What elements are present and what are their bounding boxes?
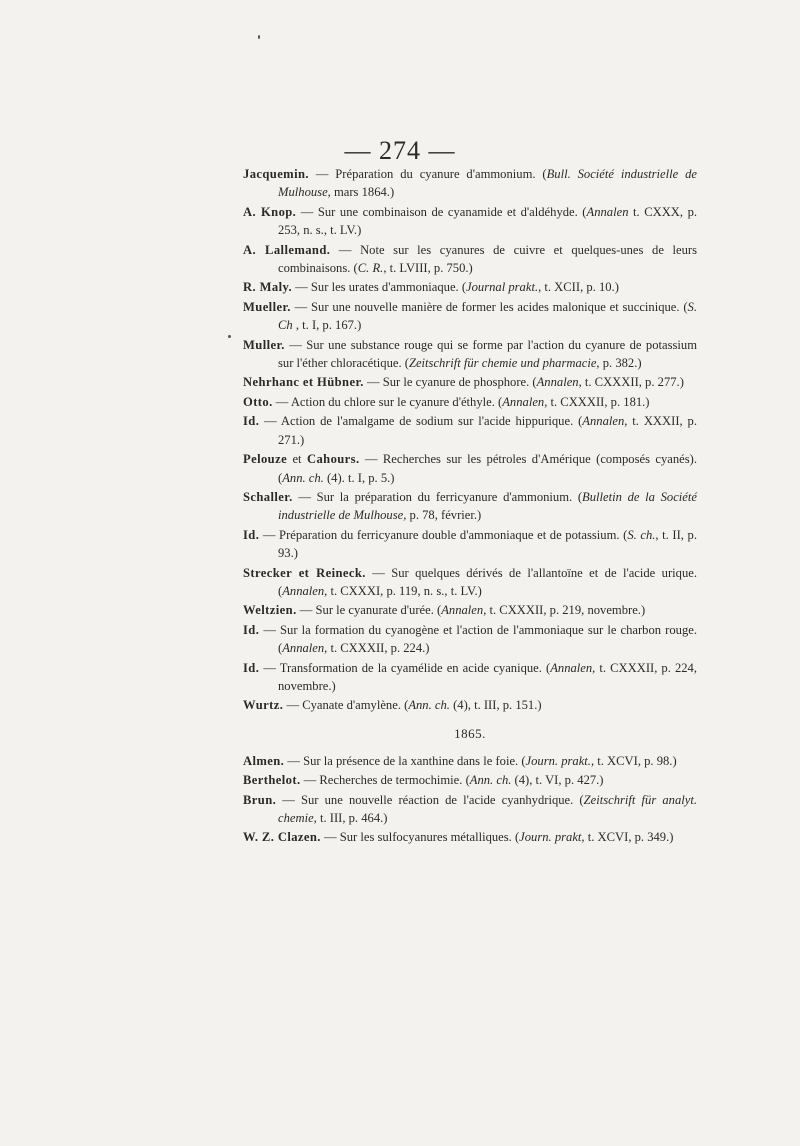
bibliography-entry bbox=[243, 828, 697, 846]
entry-text: mars 1864.) bbox=[330, 185, 395, 200]
bibliography-entry bbox=[243, 564, 697, 601]
entry-journal: Ann. ch. bbox=[469, 773, 512, 788]
entry-author: Id. bbox=[243, 414, 260, 429]
entry-text: — Sur la formation du cyanogène et l'action de l'ammoniaque sur le charbon rouge. ( bbox=[259, 622, 697, 656]
entry-journal: Bull. Société industrielle de Mulhouse, bbox=[278, 167, 697, 200]
ink-speck bbox=[228, 335, 231, 338]
entry-author: R. Maly. bbox=[243, 280, 293, 295]
bibliography-entry bbox=[243, 241, 697, 278]
entry-text: t. III, p. 464.) bbox=[316, 811, 388, 825]
bibliography-entry bbox=[243, 393, 697, 411]
entry-journal: Ann. ch. bbox=[408, 698, 450, 713]
entry-text: — Sur les urates d'ammoniaque. ( bbox=[292, 280, 467, 295]
entry-author: Cahours. bbox=[306, 452, 360, 467]
entry-journal: C. R. bbox=[357, 261, 384, 276]
entry-text: — Recherches de termochimie. ( bbox=[300, 773, 470, 788]
entry-text: — Sur la présence de la xanthine dans le foie. ( bbox=[284, 753, 526, 768]
entry-text: (4). t. I, p. 5.) bbox=[323, 470, 395, 485]
bibliography-entry bbox=[243, 165, 697, 202]
entry-author: Id. bbox=[243, 660, 260, 675]
entry-author: A. Lallemand. bbox=[243, 242, 331, 257]
bibliography-entry bbox=[243, 752, 697, 770]
ink-speck bbox=[258, 35, 260, 39]
entry-text: , t. II, p. 93.) bbox=[278, 527, 698, 561]
entry-text: p. 78, février.) bbox=[406, 508, 482, 523]
entry-author: A. Knop. bbox=[243, 204, 297, 219]
entry-journal: Annalen, bbox=[582, 414, 628, 429]
entry-text: t. XCVI, p. 98.) bbox=[594, 753, 677, 768]
entry-text: — Sur une nouvelle réaction de l'acide cyanhydrique. ( bbox=[276, 792, 584, 807]
entry-author: Schaller. bbox=[243, 489, 293, 504]
bibliography-entry bbox=[243, 298, 697, 335]
entry-author: Otto. bbox=[243, 394, 273, 409]
entry-text: — Note sur les cyanures de cuivre et quelques-unes de leurs combinaisons. ( bbox=[278, 242, 697, 276]
entry-text: — Sur une nouvelle manière de former les acides malonique et succinique. ( bbox=[290, 299, 688, 314]
bibliography-entry bbox=[243, 336, 697, 373]
entry-author: Muller. bbox=[243, 337, 285, 352]
entry-journal: Annalen, bbox=[282, 641, 328, 656]
entry-journal: Annalen, bbox=[502, 394, 548, 409]
entry-text: — Sur une combinaison de cyanamide et d'aldéhyde. ( bbox=[296, 204, 587, 219]
bibliography-entry bbox=[243, 771, 697, 789]
entry-text: — Cyanate d'amylène. ( bbox=[283, 698, 409, 713]
bibliography-column bbox=[243, 165, 697, 847]
bibliography-entry bbox=[243, 278, 697, 296]
entry-author: W. Z. Clazen. bbox=[243, 830, 321, 845]
entry-text: t. CXXXII, p. 224.) bbox=[327, 641, 430, 656]
entry-author: Jacquemin. bbox=[243, 167, 309, 181]
entry-text: (4), t. VI, p. 427.) bbox=[511, 773, 604, 788]
entry-journal: S. ch. bbox=[627, 527, 656, 542]
entry-author: Mueller. bbox=[243, 299, 291, 314]
entry-author: Almen. bbox=[243, 753, 285, 768]
entry-text: t. CXXXII, p. 224, novembre.) bbox=[278, 660, 697, 693]
entry-text: — Sur le cyanurate d'urée. ( bbox=[296, 603, 442, 618]
entry-text: et bbox=[287, 452, 307, 467]
entry-author: Pelouze bbox=[243, 452, 288, 467]
entry-text: t. XXXII, p. 271.) bbox=[278, 414, 697, 447]
entry-text: t. CXXX, p. 253, n. s., t. LV.) bbox=[278, 204, 698, 238]
entry-text: — Recherches sur les pétroles d'Amérique (composés cyanés). ( bbox=[278, 452, 697, 485]
bibliography-entry bbox=[243, 621, 697, 658]
entry-author: Strecker et Reineck. bbox=[243, 565, 366, 580]
entry-text: t. XCVI, p. 349.) bbox=[584, 830, 674, 845]
entry-text: — Préparation du ferricyanure double d'ammoniaque et de potassium. ( bbox=[259, 527, 628, 542]
bibliography-entry bbox=[243, 412, 697, 449]
entry-journal: Zeitschrift für analyt. chemie, bbox=[278, 792, 697, 825]
entry-author: Weltzien. bbox=[243, 603, 297, 618]
bibliography-entry bbox=[243, 526, 697, 563]
entry-text: — Action du chlore sur le cyanure d'éthyle. ( bbox=[272, 394, 503, 409]
page-number: — 274 — bbox=[344, 136, 456, 165]
bibliography-entry bbox=[243, 488, 697, 525]
entry-journal: Annalen bbox=[536, 375, 579, 390]
entry-text: p. 382.) bbox=[599, 356, 642, 371]
entry-text: — Sur une substance rouge qui se forme par l'action du cyanure de potassium sur l'éther chloracétique. ( bbox=[278, 337, 697, 371]
entry-author: Wurtz. bbox=[243, 698, 284, 713]
entry-author: Id. bbox=[243, 527, 260, 542]
bibliography-entry bbox=[243, 696, 697, 714]
entry-journal: Journal prakt. bbox=[466, 280, 539, 295]
entry-journal: Annalen bbox=[586, 204, 629, 219]
bibliography-list-1864 bbox=[243, 165, 697, 715]
entry-text: — Transformation de la cyamélide en acide cyanique. ( bbox=[259, 660, 551, 675]
entry-journal: Journ. prakt, bbox=[519, 830, 585, 845]
entry-text: — Sur la préparation du ferricyanure d'ammonium. ( bbox=[292, 489, 583, 504]
entry-author: Id. bbox=[243, 622, 260, 637]
entry-journal: S. Ch bbox=[278, 299, 697, 333]
bibliography-entry bbox=[243, 791, 697, 828]
bibliography-list-1865 bbox=[243, 752, 697, 847]
bibliography-entry bbox=[243, 203, 697, 240]
entry-text: — Action de l'amalgame de sodium sur l'acide hippurique. ( bbox=[259, 414, 583, 429]
entry-journal: Bulletin de la Société industrielle de Mulhouse, bbox=[278, 489, 697, 523]
entry-text: t. CXXXI, p. 119, n. s., t. LV.) bbox=[327, 583, 482, 598]
entry-author: Nehrhanc et Hübner. bbox=[243, 375, 364, 390]
entry-author: Berthelot. bbox=[243, 773, 301, 788]
entry-text: t. CXXXII, p. 219, novembre.) bbox=[486, 603, 646, 618]
entry-text: — Sur quelques dérivés de l'allantoïne et de l'acide urique. ( bbox=[278, 565, 697, 598]
entry-text: t. CXXXII, p. 181.) bbox=[547, 394, 650, 409]
entry-text: , t. XCII, p. 10.) bbox=[538, 280, 619, 295]
entry-journal: Annalen, bbox=[441, 603, 487, 618]
entry-journal: Annalen, bbox=[282, 583, 328, 598]
bibliography-entry bbox=[243, 373, 697, 391]
entry-text: (4), t. III, p. 151.) bbox=[449, 698, 542, 713]
year-heading: 1865. bbox=[454, 725, 486, 741]
entry-text: , t. LVIII, p. 750.) bbox=[383, 261, 473, 276]
entry-journal: Journ. prakt., bbox=[525, 753, 595, 768]
entry-text: — Sur le cyanure de phosphore. ( bbox=[363, 375, 537, 390]
entry-journal: Annalen, bbox=[550, 660, 596, 675]
bibliography-entry bbox=[243, 659, 697, 696]
entry-text: — Préparation du cyanure d'ammonium. ( bbox=[308, 167, 547, 181]
entry-author: Brun. bbox=[243, 792, 277, 807]
entry-text: , t. I, p. 167.) bbox=[292, 318, 362, 333]
entry-text: — Sur les sulfocyanures métalliques. ( bbox=[320, 830, 520, 845]
entry-journal: Ann. ch. bbox=[282, 470, 324, 485]
bibliography-entry bbox=[243, 601, 697, 619]
entry-text: , t. CXXXII, p. 277.) bbox=[578, 375, 684, 390]
bibliography-entry bbox=[243, 450, 697, 487]
entry-journal: Zeitschrift für chemie und pharmacie, bbox=[408, 356, 600, 371]
